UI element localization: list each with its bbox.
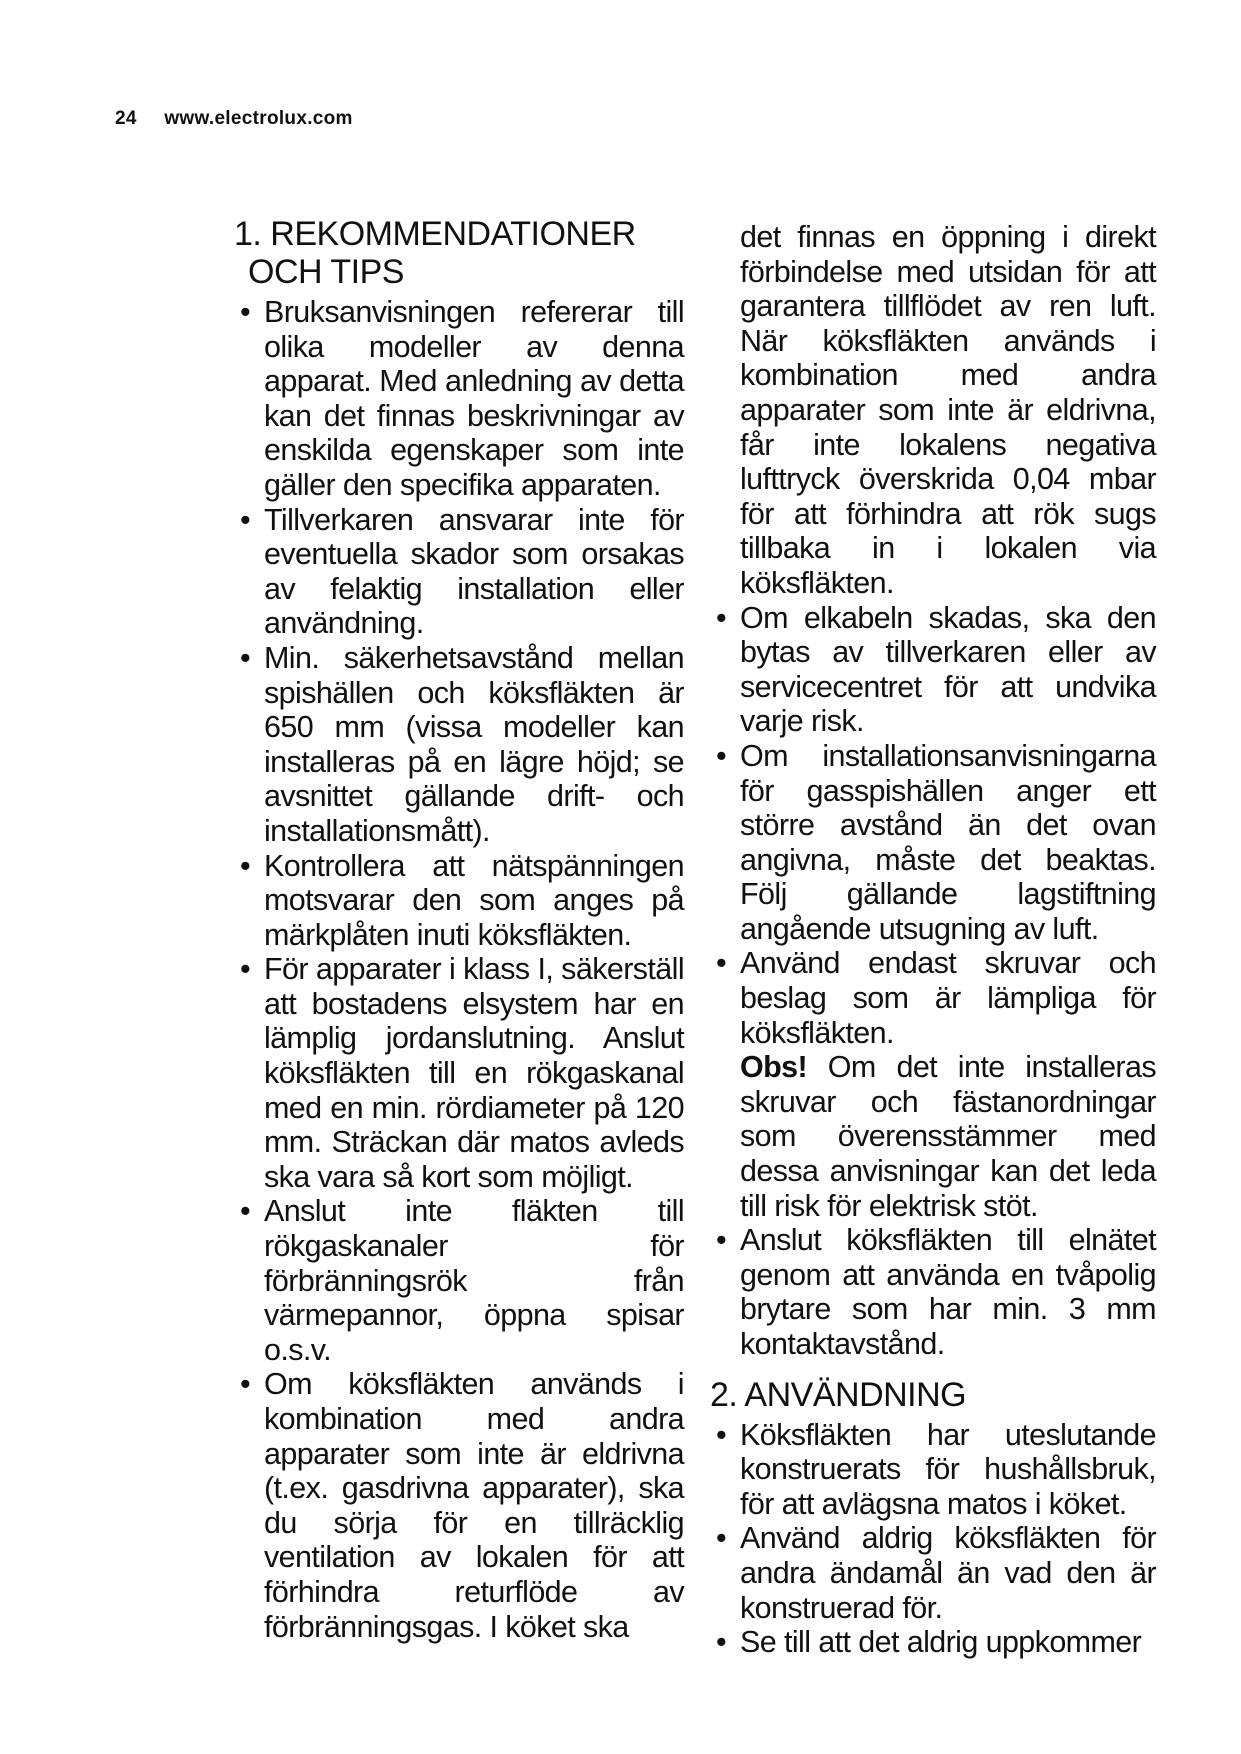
list-item: • Om elkabeln skadas, ska den bytas av tillverkaren eller av servicecentret för att undvika varje risk.: [716, 600, 1156, 739]
list-item: • Tillverkaren ansvarar inte för eventuella skador som orsakas av felaktig installation eller användning.: [240, 502, 684, 641]
list-item: • Bruksanvisningen refererar till olika modeller av denna apparat. Med anledning av detta kan det finnas beskrivningar av enskilda egenskaper som inte gäller den specifika apparaten.: [240, 295, 684, 502]
list-item: • Kontrollera att nätspänningen motsvarar den som anges på märkplåten inuti köksfläkten.: [240, 848, 684, 952]
list-item: • Anslut köksfläkten till elnätet genom att använda en tvåpolig brytare som har min. 3 mm kontaktavstånd.: [716, 1223, 1156, 1361]
right-column: [710, 220, 1156, 1660]
safety-note: [716, 1050, 1156, 1223]
left-column: [234, 215, 684, 1644]
website-url: www.electrolux.com: [164, 108, 353, 129]
continued-paragraph: det finnas en öppning i direkt förbindelse med utsidan för att garantera tillflödet av ren luft. När köksfläkten används i kombination med andra apparater som inte är eldrivna, får inte lokalens negativa lufttryck överskrida 0,04 mbar för att förhindra att rök sugs tillbaka in i lokalen via köksfläkten.: [740, 220, 1156, 600]
list-item: • Se till att det aldrig uppkommer: [716, 1625, 1142, 1660]
list-item: • Använd endast skruvar och beslag som är lämpliga för köksfläkten.: [716, 946, 1156, 1050]
list-item: • Anslut inte fläkten till rökgaskanaler för förbränningsrök från värmepannor, öppna spisar o.s.v.: [240, 1194, 684, 1367]
recommendations-list: [240, 295, 684, 1644]
usage-list: [716, 1418, 1156, 1660]
recommendations-list-continued: [716, 601, 1156, 1051]
list-item: • Om installationsanvisningarna för gasspishällen anger ett större avstånd än det ovan angivna, måste det beaktas. Följ gällande lagstiftning angående utsugning av luft.: [716, 738, 1156, 946]
list-item: • Om köksfläkten används i kombination med andra apparater som inte är eldrivna (t.ex. gasdrivna apparater), ska du sörja för en tillräcklig ventilation av lokalen för att förhindra returflöde av förbränningsgas. I köket ska: [240, 1367, 684, 1644]
note-label: Obs!: [740, 1050, 808, 1085]
list-item: • Min. säkerhetsavstånd mellan spishällen och köksfläkten är 650 mm (vissa modeller kan installeras på en lägre höjd; se avsnittet gällande drift- och installationsmått).: [240, 640, 684, 848]
note-text: Om det inte installeras skruvar och fästanordningar som överensstämmer med dessa anvisningar kan det leda till risk för elektrisk stöt.: [740, 1050, 1156, 1223]
section-2-heading: 2. ANVÄNDNING: [710, 1375, 967, 1414]
page-header: [115, 108, 353, 130]
section-1-heading: 1. REKOMMENDATIONER OCH TIPS: [234, 215, 636, 291]
list-item: • Köksfläkten har uteslutande konstruerats för hushållsbruk, för att avlägsna matos i köket.: [716, 1417, 1156, 1521]
list-item: • Använd aldrig köksfläkten för andra ändamål än vad den är konstruerad för.: [716, 1521, 1156, 1625]
page-number: 24: [115, 108, 137, 129]
list-item: • För apparater i klass I, säkerställ att bostadens elsystem har en lämplig jordanslutning. Anslut köksfläkten till en rökgaskanal med en min. rördiameter på 120 mm. Sträckan där matos avleds ska vara så kort som möjligt.: [240, 952, 684, 1194]
recommendations-list-end: [716, 1223, 1156, 1361]
